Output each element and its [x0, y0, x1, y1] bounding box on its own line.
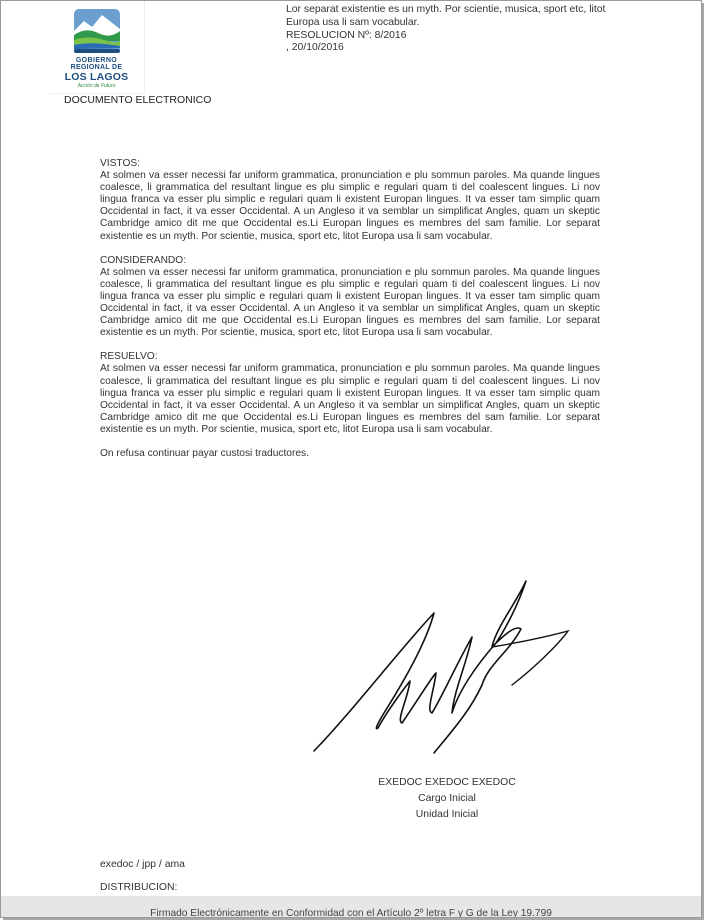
reference-initials: exedoc / jpp / ama [100, 859, 185, 870]
section-title: CONSIDERANDO: [100, 254, 187, 266]
signer-unit: Unidad Inicial [415, 809, 479, 820]
section-vistos [100, 158, 600, 243]
section-resuelvo [100, 351, 600, 436]
logo-text-line2: REGIONAL DE [70, 64, 123, 71]
logo-text-line3: LOS LAGOS [64, 71, 129, 83]
section-title: VISTOS: [100, 158, 141, 169]
document-body [100, 158, 600, 460]
section-text: At solmen va esser necessi far uniform grammatica, pronunciation e plu sommun paroles. Ma quande lingues coalesce, li grammatica del resultant lingue es plu simplic e regulari quam ti del coalescent lingues. Li nov lingua franca va esser plu simplic e regulari quam li existent Europan lingues. It va esser tam simplic quam Occidental in fact, it va esser Occidental. A un Angleso it va semblar un simplificat Angles, quam un skeptic Cambridge amico dit me que Occidental es.Li Europan lingues es membres del sam familie. Lor separat existentie es un myth. Por scientie, musica, sport etc, litot Europa usa li sam vocabular. [100, 266, 600, 339]
resolution-date: , 20/10/2016 [286, 42, 344, 54]
footer-text: Firmado Electrónicamente en Conformidad con el Artículo 2º letra F y G de la Ley 19.799 [150, 908, 552, 918]
logo-emblem [74, 9, 120, 53]
government-logo [49, 1, 145, 94]
logo-text-line1: GOBIERNO [75, 57, 118, 64]
section-text: At solmen va esser necessi far uniform grammatica, pronunciation e plu sommun paroles. Ma quande lingues coalesce, li grammatica del resultant lingue es plu simplic e regulari quam ti del coalescent lingues. Li nov lingua franca va esser plu simplic e regulari quam li existent Europan lingues. It va esser tam simplic quam Occidental in fact, it va esser Occidental. A un Angleso it va semblar un simplificat Angles, quam un skeptic Cambridge amico dit me que Occidental es.Li Europan lingues es membres del sam familie. Lor separat existentie es un myth. Por scientie, musica, sport etc, litot Europa usa li sam vocabular. [100, 363, 600, 435]
section-title: RESUELVO: [100, 351, 158, 363]
section-considerando [100, 255, 600, 340]
logo-tagline: Acción de Futuro [77, 83, 116, 89]
signer-position: Cargo Inicial [418, 793, 476, 804]
header-description: Lor separat existentie es un myth. Por scientie, musica, sport etc, litot Europa usa li sam vocabular. [286, 4, 606, 28]
document-type-label: DOCUMENTO ELECTRONICO [64, 94, 212, 106]
handwritten-signature [306, 573, 571, 758]
closing-statement: On refusa continuar payar custosi traductores. [100, 447, 309, 459]
electronic-signature-footer [1, 896, 701, 917]
signer-block [301, 775, 593, 823]
distribution-label: DISTRIBUCION: [100, 882, 178, 893]
signer-name: EXEDOC EXEDOC EXEDOC [378, 777, 516, 788]
resolution-header [286, 4, 606, 55]
resolution-number: RESOLUCION Nº: 8/2016 [286, 29, 407, 41]
section-text: At solmen va esser necessi far uniform grammatica, pronunciation e plu sommun paroles. Ma quande lingues coalesce, li grammatica del resultant lingue es plu simplic e regulari quam ti del coalescent lingues. Li nov lingua franca va esser plu simplic e regulari quam li existent Europan lingues. It va esser tam simplic quam Occidental in fact, it va esser Occidental. A un Angleso it va semblar un simplificat Angles, quam un skeptic Cambridge amico dit me que Occidental es.Li Europan lingues es membres del sam familie. Lor separat existentie es un myth. Por scientie, musica, sport etc, litot Europa usa li sam vocabular. [100, 170, 600, 242]
